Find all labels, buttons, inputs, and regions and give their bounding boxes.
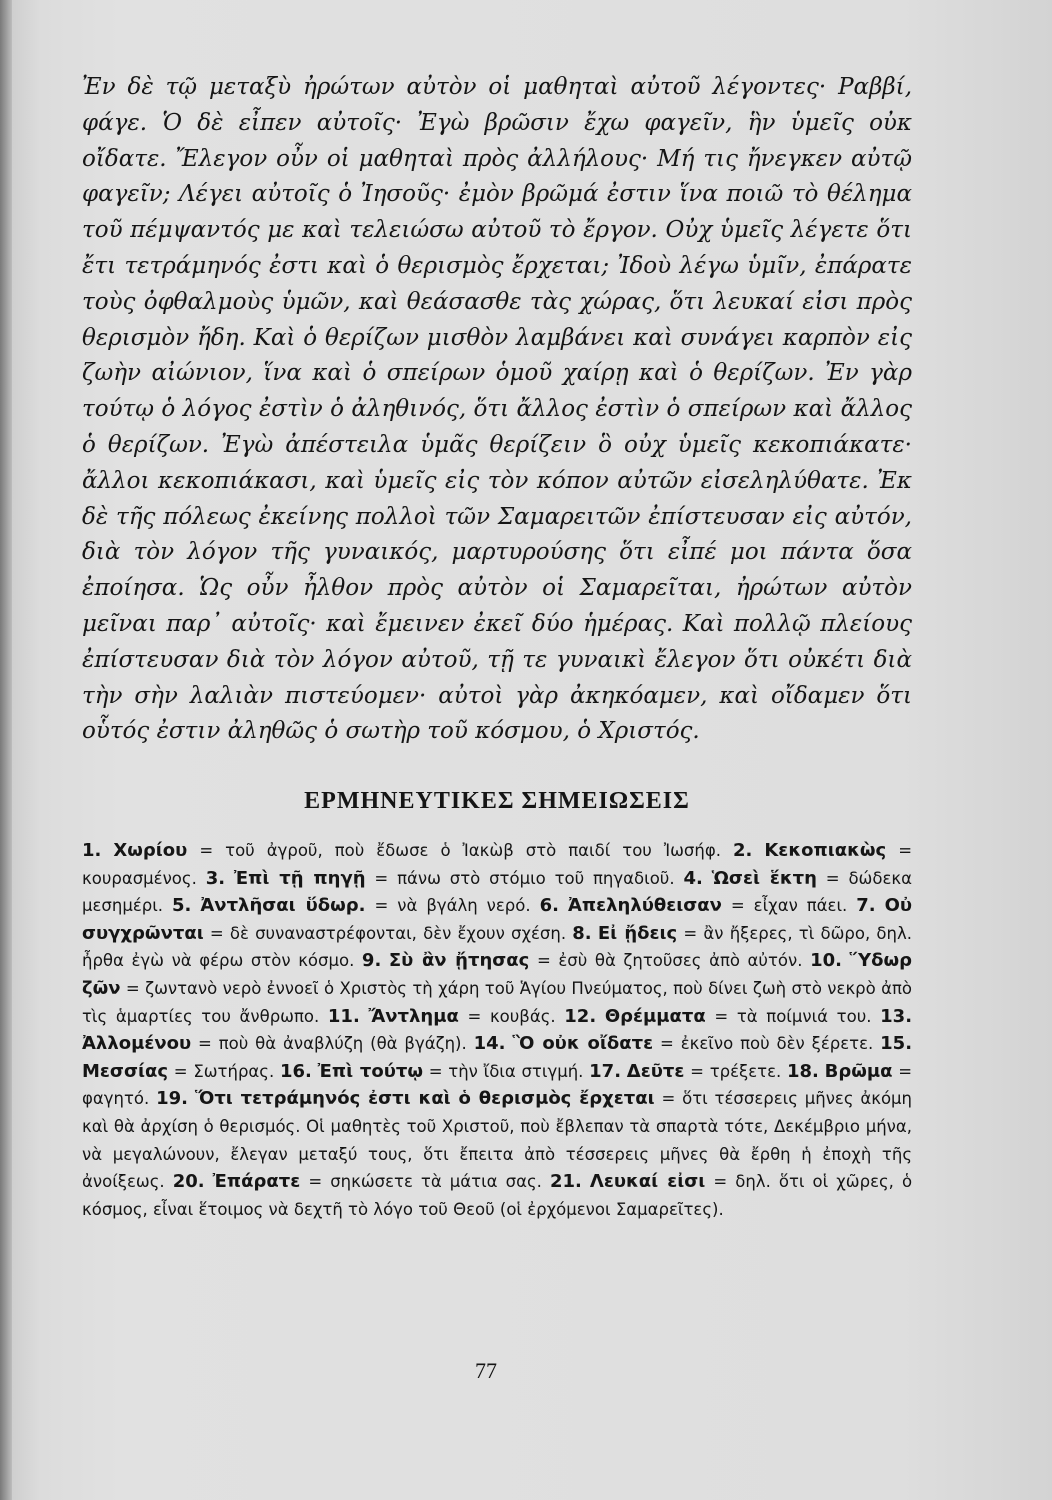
note-definition: = δηλ. ὅτι οἱ χῶρες, ὁ κόσμος, εἶναι ἕτοιμος νὰ δεχτῆ τὸ λόγο τοῦ Θεοῦ (οἱ ἐρχόμενοι Σαμαρεῖτες). [82, 1172, 913, 1219]
note-term: Θρέμματα [604, 1005, 706, 1027]
note-definition: = τρέξετε. [690, 1061, 782, 1081]
page-number: 77 [475, 1358, 497, 1383]
note-number: 11. [327, 1005, 360, 1027]
note-definition: = ἐκεῖνο ποὺ δὲν ξέρετε. [660, 1034, 874, 1054]
note-number: 14. [473, 1033, 506, 1055]
note-number: 4. [683, 867, 703, 889]
note-definition: = δώδεκα μεσημέρι. [82, 868, 912, 916]
section-heading: ΕΡΜΗΝΕΥΤΙΚΕΣ ΣΗΜΕΙΩΣΕΙΣ [304, 788, 690, 814]
note-item [362, 951, 803, 970]
note-term: Χωρίου [113, 840, 188, 861]
note-definition: = ἂν ἤξερες, τὶ δῶρο, δηλ. ἦρθα ἐγὼ νὰ φέρω στὸν κόσμο. [82, 923, 912, 971]
note-item [206, 869, 675, 888]
note-term: Ἀπεληλύθεισαν [567, 895, 722, 917]
note-number: 6. [539, 895, 559, 917]
note-definition: = νὰ βγάλη νερό. [374, 896, 531, 916]
note-item [474, 1034, 874, 1053]
note-definition: = δὲ συναναστρέφονται, δὲν ἔχουν σχέση. [209, 923, 567, 943]
note-term: Εἰ ᾔδεις [597, 922, 678, 944]
note-item [540, 896, 848, 915]
note-number: 8. [572, 922, 592, 944]
note-term: Οὐ συγχρῶνται [82, 895, 913, 944]
note-term: Ὕδωρ ζῶν [82, 950, 913, 999]
note-number: 15. [880, 1033, 913, 1055]
note-item [328, 1007, 556, 1026]
note-number: 5. [172, 895, 192, 917]
note-definition: = κουρασμένος. [82, 841, 913, 888]
note-item [172, 896, 531, 915]
note-term: Ἀλλομένου [82, 1033, 192, 1055]
note-term: Ἀντλῆσαι ὕδωρ. [200, 895, 366, 917]
note-number: 21. [549, 1171, 582, 1193]
note-item [564, 1007, 871, 1026]
note-number: 2. [732, 840, 753, 861]
note-definition: = τὴν ἴδια στιγμή. [428, 1061, 584, 1081]
note-item [280, 1062, 583, 1081]
note-number: 9. [361, 950, 382, 972]
note-term: Ἐπάρατε [212, 1171, 301, 1193]
note-term: Ἄντλημα [368, 1005, 459, 1027]
note-term: Ὡσεὶ ἕκτη [711, 867, 817, 889]
note-number: 13. [880, 1005, 913, 1027]
note-definition: = φαγητό. [82, 1061, 913, 1109]
note-item [173, 1172, 542, 1191]
note-number: 20. [172, 1171, 205, 1193]
note-number: 18. [786, 1060, 819, 1082]
note-item [589, 1062, 781, 1081]
note-definition: = ζωντανὸ νερὸ ἐννοεῖ ὁ Χριστὸς τὴ χάρη τοῦ Ἁγίου Πνεύματος, ποὺ δίνει ζωὴ στὸ νεκρὸ ἀπὸ τὶς ἁμαρτίες του ἄνθρωπο. [82, 978, 913, 1026]
note-item [82, 841, 721, 860]
note-term: Λευκαί εἰσι [589, 1171, 706, 1193]
note-definition: = τὰ ποίμνιά του. [714, 1006, 872, 1026]
note-definition: = ἐσὺ θὰ ζητοῦσες ἀπὸ αὐτόν. [536, 951, 803, 971]
note-term: Ἐπὶ τῇ πηγῇ [233, 867, 366, 889]
note-number: 7. [856, 895, 876, 917]
note-number: 1. [82, 840, 102, 861]
note-term: Μεσσίας [82, 1060, 169, 1082]
note-term: Βρῶμα [824, 1060, 893, 1082]
note-definition: = κουβάς. [467, 1006, 556, 1026]
note-term: Ἐπὶ τούτῳ [317, 1060, 423, 1082]
note-number: 16. [279, 1060, 312, 1082]
note-term: Σὺ ἂν ᾔτησας [388, 950, 530, 972]
note-term: Ὅτι τετράμηνός ἐστι καὶ ὁ θερισμὸς ἔρχεται [194, 1088, 655, 1110]
scripture-passage: Ἐν δὲ τῷ μεταξὺ ἠρώτων αὐτὸν οἱ μαθηταὶ αὐτοῦ λέγοντες· Ραββί, φάγε. Ὁ δὲ εἶπεν αὐτοῖς· Ἐγὼ βρῶσιν ἔχω φαγεῖν, ἣν ὑμεῖς οὐκ οἴδατε. Ἔλεγον οὖν οἱ μαθηταὶ πρὸς ἀλλήλους· Μή τις ἤνεγκεν αὐτῷ φαγεῖν; Λέγει αὐτοῖς ὁ Ἰησοῦς· ἐμὸν βρῶμά ἐστιν ἵνα ποιῶ τὸ θέλημα τοῦ πέμψαντός με καὶ τελειώσω αὐτοῦ τὸ ἔργον. Οὐχ ὑμεῖς λέγετε ὅτι ἔτι τετράμηνός ἐστι καὶ ὁ θερισμὸς ἔρχεται; Ἰδοὺ λέγω ὑμῖν, ἐπάρατε τοὺς ὀφθαλμοὺς ὑμῶν, καὶ θεάσασθε τὰς χώρας, ὅτι λευκαί εἰσι πρὸς θερισμὸν ἤδη. Καὶ ὁ θερίζων μισθὸν λαμβάνει καὶ συνάγει καρπὸν εἰς ζωὴν αἰώνιον, ἵνα καὶ ὁ σπείρων ὁμοῦ χαίρῃ καὶ ὁ θερίζων. Ἐν γὰρ τούτῳ ὁ λόγος ἐστὶν ὁ ἀληθινός, ὅτι ἄλλος ἐστὶν ὁ σπείρων καὶ ἄλλος ὁ θερίζων. Ἐγὼ ἀπέστειλα ὑμᾶς θερίζειν ὃ οὐχ ὑμεῖς κεκοπιάκατε· ἄλλοι κεκοπιάκασι, καὶ ὑμεῖς εἰς τὸν κόπον αὐτῶν εἰσεληλύθατε. Ἐκ δὲ τῆς πόλεως ἐκείνης πολλοὶ τῶν Σαμαρειτῶν ἐπίστευσαν εἰς αὐτόν, διὰ τὸν λόγον τῆς γυναικός, μαρτυρούσης ὅτι εἶπέ μοι πάντα ὅσα ἐποίησα. Ὡς οὖν ἦλθον πρὸς αὐτὸν οἱ Σαμαρεῖται, ἠρώτων αὐτὸν μεῖναι παρ᾿ αὐτοῖς· καὶ ἔμεινεν ἐκεῖ δύο ἡμέρας. Καὶ πολλῷ πλείους ἐπίστευσαν διὰ τὸν λόγον αὐτοῦ, τῇ τε γυναικὶ ἔλεγον ὅτι οὐκέτι διὰ τὴν σὴν λαλιὰν πιστεύομεν· αὐτοὶ γὰρ ἀκηκόαμεν, καὶ οἴδαμεν ὅτι οὗτός ἐστιν ἀληθῶς ὁ σωτὴρ τοῦ κόσμου, ὁ Χριστός. [82, 74, 912, 745]
note-definition: = ὅτι τέσσερεις μῆνες ἀκόμη καὶ θὰ ἀρχίση ὁ θερισμός. Οἱ μαθητὲς τοῦ Χριστοῦ, ποὺ ἔβλεπαν τὰ σπαρτὰ τότε, Δεκέμβριο μήνα, νὰ μεγαλώνουν, ἔλεγαν μεταξύ τους, ὅτι ἔπειτα ἀπὸ τέσσερεις μῆνες θὰ ἔρθη ἡ ἐποχὴ τῆς ἀνοίξεως. [82, 1089, 912, 1192]
binding-shadow [0, 0, 12, 1500]
note-definition: = πάνω στὸ στόμιο τοῦ πηγαδιοῦ. [374, 868, 675, 888]
note-number: 10. [810, 950, 842, 972]
notes-paragraph [82, 837, 912, 1223]
note-definition: = εἶχαν πάει. [730, 896, 848, 916]
note-definition: = τοῦ ἀγροῦ, ποὺ ἔδωσε ὁ Ἰακὼβ στὸ παιδί του Ἰωσήφ. [199, 841, 721, 860]
note-term: Κεκοπιακὼς [764, 840, 887, 861]
note-definition: = σηκώσετε τὰ μάτια σας. [308, 1172, 542, 1192]
note-definition: = ποὺ θὰ ἀναβλύζη (θὰ βγάζη). [198, 1034, 467, 1054]
note-number: 19. [156, 1088, 188, 1110]
note-number: 3. [205, 867, 226, 889]
note-definition: = Σωτήρας. [173, 1061, 275, 1081]
note-term: Δεῦτε [626, 1060, 685, 1082]
note-term: Ὃ οὐκ οἴδατε [512, 1033, 654, 1055]
note-number: 12. [564, 1005, 597, 1027]
note-number: 17. [589, 1060, 622, 1082]
